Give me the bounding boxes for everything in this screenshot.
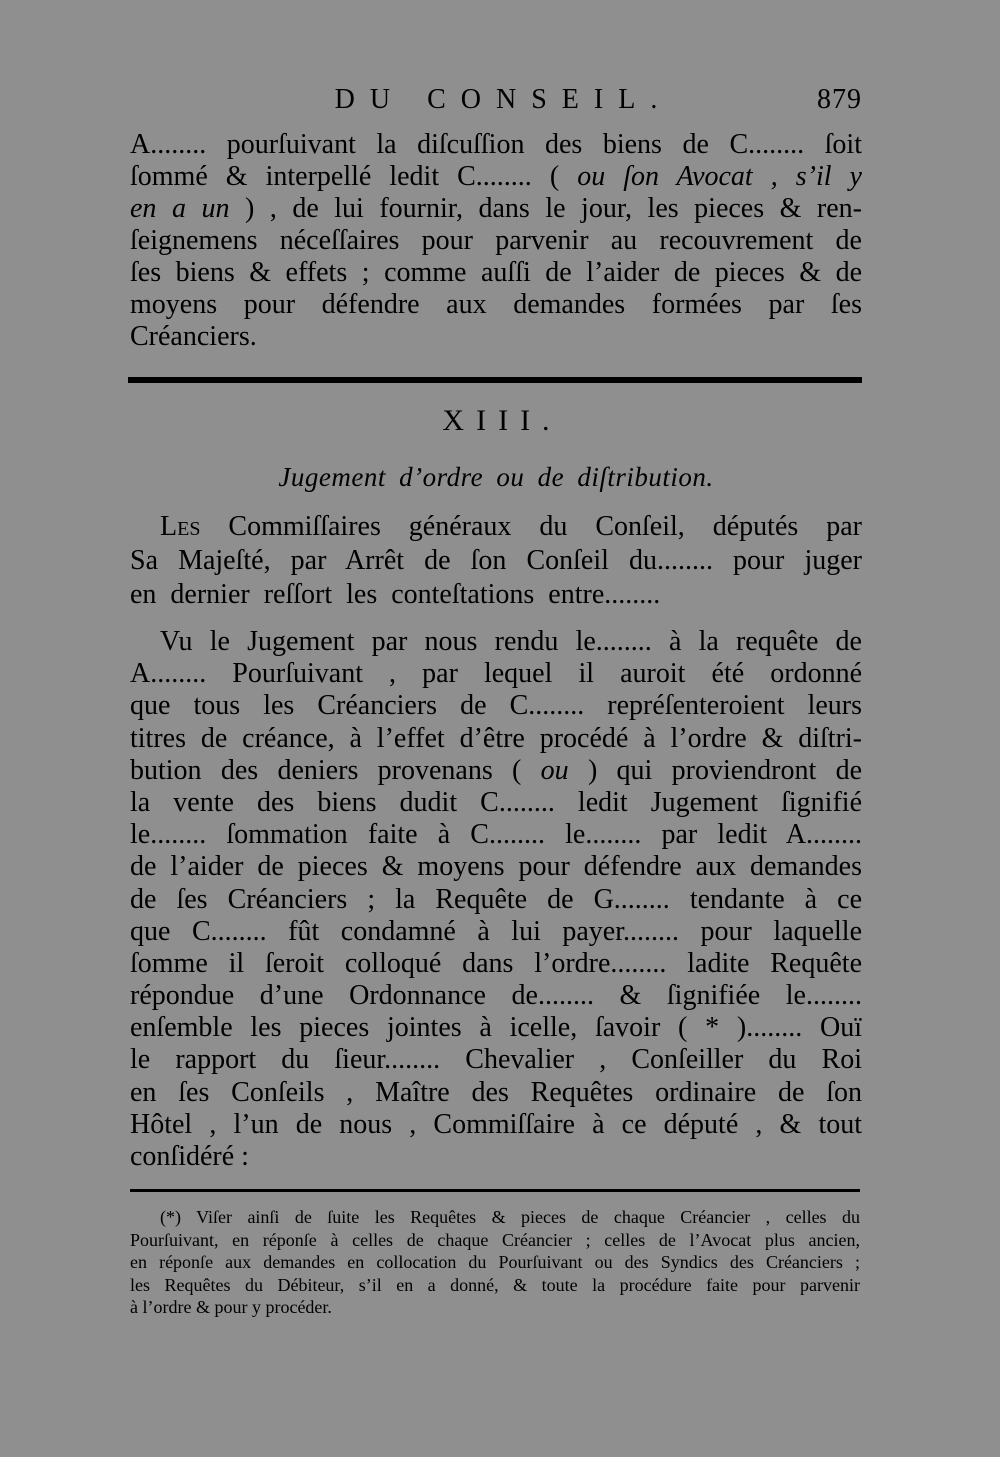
footnote-line: les Requêtes du Débiteur, s’il en a donné, & toute la procédure faite pour parvenir [130, 1274, 860, 1295]
text-line: moyens pour défendre aux demandes formées par ſes [130, 289, 862, 320]
text-line: enſemble les pieces jointes à icelle, ſavoir ( * )........ Ouï [130, 1012, 862, 1044]
text-line: la vente des biens dudit C........ ledit Jugement ſignifié [130, 786, 862, 818]
running-head [130, 82, 862, 118]
roman-text: bution des deniers provenans ( [130, 754, 541, 786]
text-line: ſomme il ſeroit colloqué dans l’ordre........ ladite Requête [130, 947, 862, 979]
text-line: A........ pourſuivant la diſcuſſion des biens de C........ ſoit [130, 129, 862, 160]
text-line: titres de créance, à l’effet d’être procédé à l’ordre & diſtri- [130, 722, 862, 754]
roman-text: ) , de lui fournir, dans le jour, les pieces & ren- [229, 193, 863, 224]
footnote-line: (*) Viſer ainſi de ſuite les Requêtes & pieces de chaque Créancier , celles du [160, 1207, 860, 1227]
text-line: Vu le Jugement par nous rendu le........ à la requête de [160, 626, 862, 657]
running-title: DU CONSEIL. [334, 84, 673, 115]
text-line: Sa Majeſté, par Arrêt de ſon Conſeil du........ pour juger [130, 545, 862, 576]
italic-text: ou [540, 754, 569, 786]
text-line: que tous les Créanciers de C........ repréſenteroient leurs [130, 690, 862, 722]
text-line: en ſes Conſeils , Maître des Requêtes ordinaire de ſon [130, 1076, 862, 1108]
text-line [130, 755, 862, 787]
text-line: Hôtel , l’un de nous , Commiſſaire à ce député , & tout [130, 1108, 862, 1140]
footnote-line: Pourſuivant, en réponſe à celles de chaque Créancier ; celles de l’Avocat plus ancien, [130, 1229, 860, 1250]
italic-text: en a un [130, 193, 230, 224]
text-line [130, 510, 862, 544]
text-line [130, 193, 862, 225]
footnote-line: à l’ordre & pour y procéder. [130, 1297, 332, 1317]
page-number: 879 [817, 84, 862, 115]
text-line: ſeignemens néceſſaires pour parvenir au recouvrement de [130, 225, 862, 256]
footnote-line: en réponſe aux demandes en collocation du Pourſuivant ou des Syndics des Créanciers ; [130, 1252, 860, 1272]
paragraph [130, 626, 862, 1173]
roman-text: ſommé & interpellé ledit C........ ( [130, 161, 578, 192]
text-line: en dernier reſſort les conteſtations entre........ [130, 579, 661, 610]
paragraph [130, 129, 862, 353]
section-divider [128, 377, 862, 383]
italic-text: ou ſon Avocat , s’il y [577, 161, 862, 192]
footnote [130, 1206, 860, 1319]
text-line [130, 161, 862, 193]
text-line: de ſes Créanciers ; la Requête de G........ tendante à ce [130, 883, 862, 915]
text-line: A........ Pourſuivant , par lequel il auroit été ordonné [130, 658, 862, 690]
roman-text: Commiſſaires généraux du Conſeil, députés par [200, 511, 862, 542]
text-line: le rapport du ſieur........ Chevalier , Conſeiller du Roi [130, 1044, 862, 1076]
section-title: Jugement d’ordre ou de diſtribution. [278, 462, 714, 492]
text-line: ſes biens & effets ; comme auſſi de l’aider de pieces & de [130, 257, 862, 288]
section-number: XIII. [442, 404, 562, 437]
footnote-rule [130, 1189, 860, 1192]
small-caps-text: Les [160, 511, 201, 542]
text-line: le........ ſommation faite à C........ le........ par ledit A........ [130, 819, 862, 851]
roman-text: ) qui proviendront de [568, 754, 863, 786]
text-line: conſidéré : [130, 1141, 249, 1172]
text-line: de l’aider de pieces & moyens pour défendre aux demandes [130, 851, 862, 883]
text-line: répondue d’une Ordonnance de........ & ſignifiée le........ [130, 980, 862, 1012]
text-line: que C........ fût condamné à lui payer........ pour laquelle [130, 915, 862, 947]
text-line: Créanciers. [130, 321, 257, 352]
paragraph [130, 510, 862, 612]
